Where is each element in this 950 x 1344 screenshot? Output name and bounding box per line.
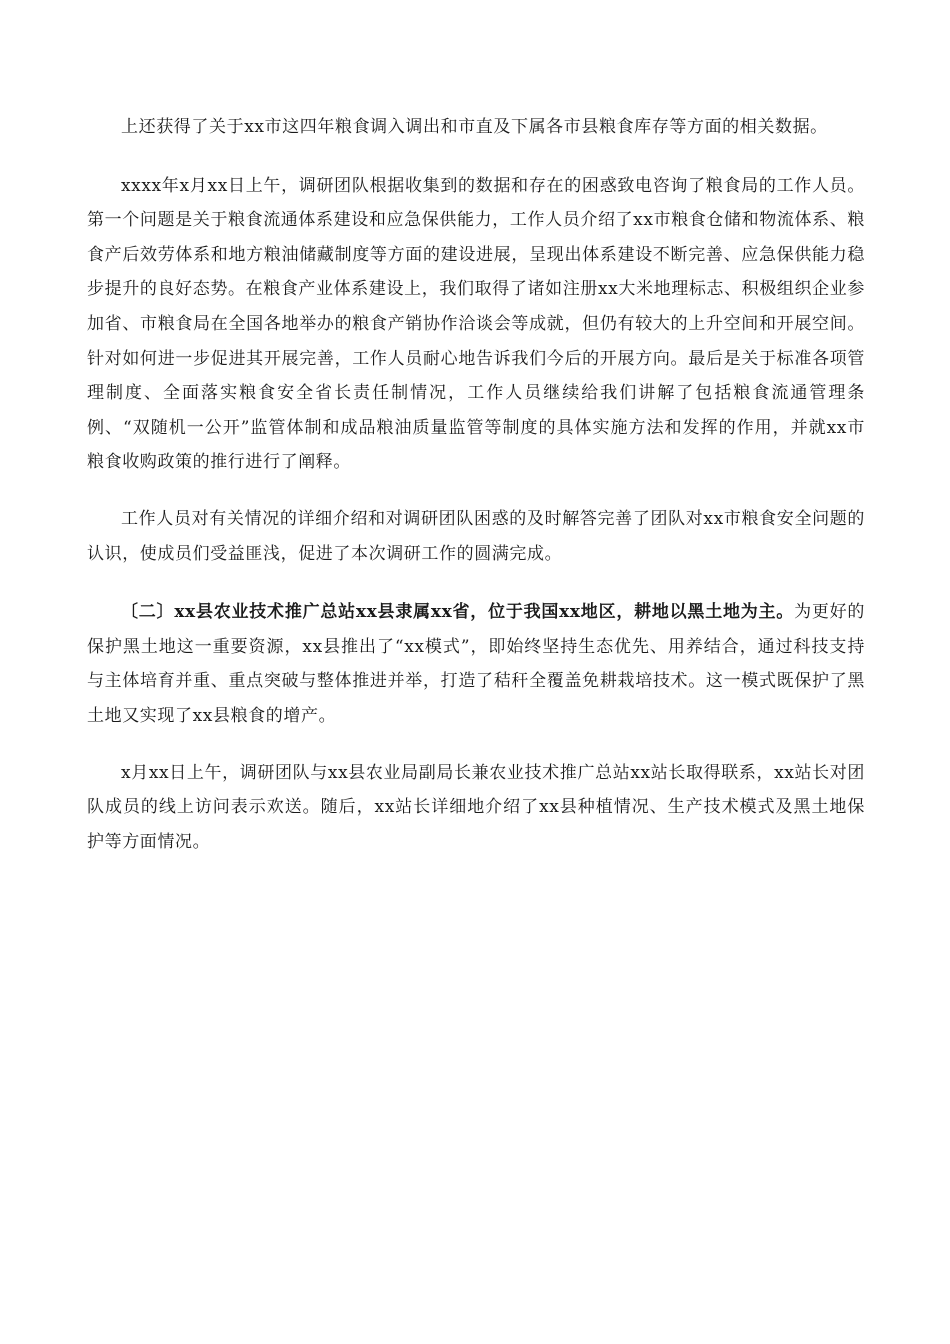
- section-two-body: 为更好的保护黑土地这一重要资源，xx县推出了“xx模式”，即始终坚持生态优先、用养结合，通过科技支持与主体培育并重、重点突破与整体推进并举，打造了秸秆全覆盖免耕栽培技术。这一模式既保护了黑土地又实现了xx县粮食的增产。: [87, 602, 865, 726]
- paragraph-grain-bureau-consultation: xxxx年x月xx日上午，调研团队根据收集到的数据和存在的困惑致电咨询了粮食局的工作人员。第一个问题是关于粮食流通体系建设和应急保供能力，工作人员介绍了xx市粮食仓储和物流体系、粮食产后效劳体系和地方粮油储藏制度等方面的建设进展，呈现出体系建设不断完善、应急保供能力稳步提升的良好态势。在粮食产业体系建设上，我们取得了诸如注册xx大米地理标志、积极组织企业参加省、市粮食局在全国各地举办的粮食产销协作洽谈会等成就，但仍有较大的上升空间和开展空间。针对如何进一步促进其开展完善，工作人员耐心地告诉我们今后的开展方向。最后是关于标准各项管理制度、全面落实粮食安全省长责任制情况，工作人员继续给我们讲解了包括粮食流通管理条例、“双随机一公开”监管体制和成品粮油质量监管等制度的具体实施方法和发挥的作用，并就xx市粮食收购政策的推行进行了阐释。: [87, 175, 865, 473]
- paragraph-section-two: [87, 595, 865, 733]
- paragraph-consultation-summary: 工作人员对有关情况的详细介绍和对调研团队困惑的及时解答完善了团队对xx市粮食安全问题的认识，使成员们受益匪浅，促进了本次调研工作的圆满完成。: [87, 508, 865, 564]
- section-two-heading: 〔二〕xx县农业技术推广总站xx县隶属xx省，位于我国xx地区，耕地以黑土地为主。: [121, 602, 795, 623]
- document-page: [87, 110, 865, 859]
- paragraph-grain-data: 上还获得了关于xx市这四年粮食调入调出和市直及下属各市县粮食库存等方面的相关数据。: [121, 117, 828, 137]
- paragraph-station-visit: x月xx日上午，调研团队与xx县农业局副局长兼农业技术推广总站xx站长取得联系，xx站长对团队成员的线上访问表示欢送。随后，xx站长详细地介绍了xx县种植情况、生产技术模式及黑土地保护等方面情况。: [87, 762, 865, 852]
